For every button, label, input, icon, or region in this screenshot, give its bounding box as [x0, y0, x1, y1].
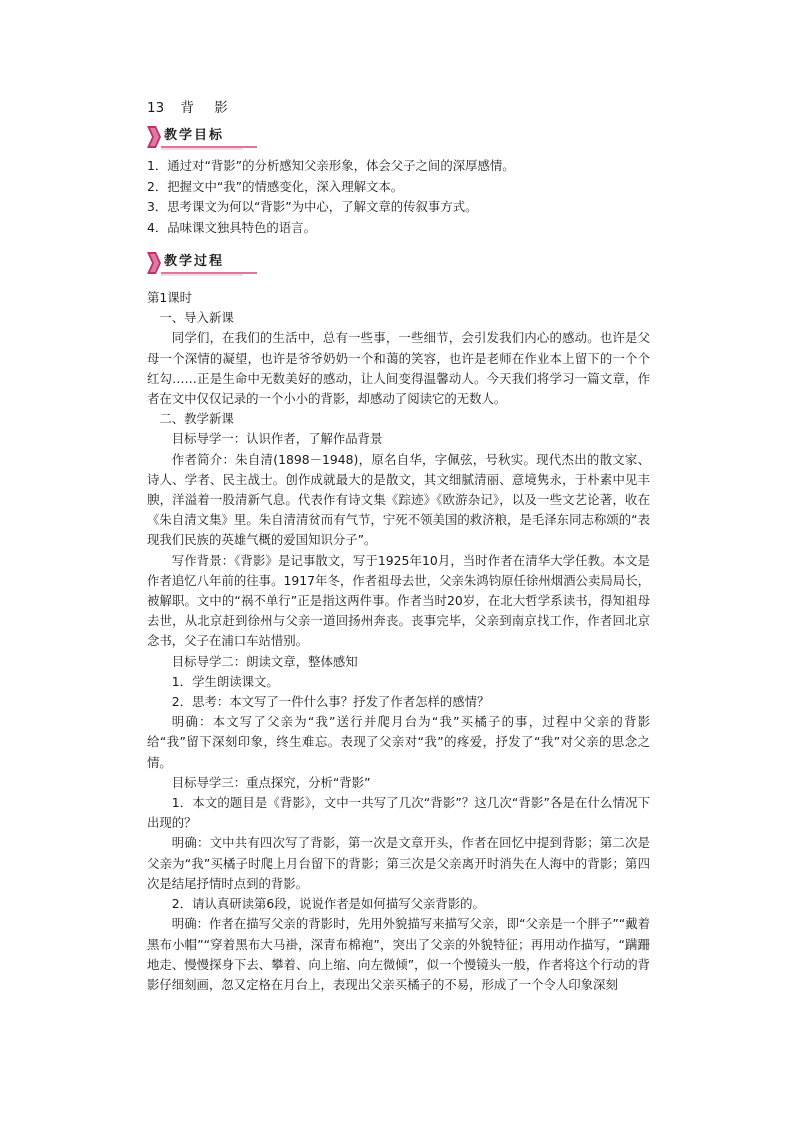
writing-background: 写作背景：《背影》是记事散文，写于1925年10月，当时作者在清华大学任教。本文是作者追忆八年前的往事。1917年冬，作者祖母去世，父亲朱鸿钧原任徐州烟酒公卖局局长，被解职。文中的“祸不单行”正是指这两件事。作者当时20岁，在北大哲学系读书，得知祖母去世，从北京赶到徐州与父亲一道回扬州奔丧。丧事完毕，父亲到南京找工作，作者回北京念书，父子在浦口车站惜别。	[147, 552, 650, 649]
guide2-answer-2: 明确：本文写了父亲为“我”送行并爬月台为“我”买橘子的事，过程中父亲的背影给“我”留下深刻印象，终生难忘。表现了父亲对“我”的疼爱，抒发了“我”对父亲的思念之情。	[147, 714, 650, 770]
objectives-banner	[147, 124, 259, 150]
lesson-number: 13	[147, 100, 165, 116]
part2-heading: 二、教学新课	[159, 411, 234, 427]
guide3-heading: 目标导学三：重点探究，分析“背影”	[171, 774, 371, 790]
guide2-question-1: 1．学生朗读课文。	[171, 673, 279, 689]
guide1-heading: 目标导学一：认识作者，了解作品背景	[171, 431, 383, 447]
part1-heading: 一、导入新课	[159, 310, 234, 326]
part1-text: 同学们，在我们的生活中，总有一些事，一些细节，会引发我们内心的感动。也许是父母一个深情的凝望，也许是爷爷奶奶一个和蔼的笑容，也许是老师在作业本上留下的一个个红勾……正是生命中无数美好的感动，让人间变得温馨动人。今天我们将学习一篇文章，作者在文中仅仅记录的一个小小的背影，却感动了阅读它的无数人。	[147, 330, 650, 407]
author-intro: 作者简介：朱自清(1898－1948)，原名自华，字佩弦，号秋实。现代杰出的散文家、诗人、学者、民主战士。创作成就最大的是散文，其文细腻清丽、意境隽永，于朴素中见丰腴，洋溢着一股清新气息。代表作有诗文集《踪迹》《欧游杂记》，以及一些文艺论著，收在《朱自清文集》里。朱自清清贫而有气节，宁死不领美国的救济粮，是毛泽东同志称颂的“表现我们民族的英雄气概的爱国知识分子”。	[147, 451, 650, 548]
process-label: 教学过程	[164, 254, 225, 269]
process-banner	[147, 250, 259, 276]
guide3-answer-1: 明确：文中共有四次写了背影，第一次是文章开头，作者在回忆中提到背影；第二次是父亲为“我”买橘子时爬上月台留下的背影；第三次是父亲离开时消失在人海中的背影；第四次是结尾抒情时点到的背影。	[147, 835, 650, 891]
objective-item: 4．品味课文独具特色的语言。	[147, 219, 316, 235]
objectives-list	[147, 156, 650, 238]
guide3-question-1: 1．本文的题目是《背影》，文中一共写了几次“背影”？这几次“背影”各是在什么情况下出现的？	[147, 795, 650, 831]
objective-item: 3．思考课文为何以“背影”为中心，了解文章的传叙事方式。	[147, 199, 478, 214]
guide3-question-2: 2．请认真研读第6段，说说作者是如何描写父亲背影的。	[171, 896, 485, 912]
lesson-title	[147, 98, 650, 118]
guide3-answer-2: 明确：作者在描写父亲的背影时，先用外貌描写来描写父亲，即“父亲是一个胖子”“戴着黑布小帽”“穿着黑布大马褂，深青布棉袍”，突出了父亲的外貌特征；再用动作描写，“蹒跚地走、慢慢探身下去、攀着、向上缩、向左微倾”，似一个慢镜头一般，作者将这个行动的背影仔细刻画，忽又定格在月台上，表现出父亲买橘子的不易，形成了一个令人印象深刻	[147, 916, 650, 992]
objective-item: 1．通过对“背影”的分析感知父亲形象，体会父子之间的深厚感情。	[147, 158, 515, 173]
guide2-question-2: 2．思考：本文写了一件什么事？抒发了作者怎样的感情？	[171, 694, 490, 710]
objectives-label: 教学目标	[164, 128, 225, 143]
lesson-content	[147, 98, 650, 995]
guide2-heading: 目标导学二：朗读文章，整体感知	[171, 653, 358, 669]
objective-item: 2．把握文中“我”的情感变化，深入理解文本。	[147, 178, 404, 194]
lesson-name: 背 影	[180, 100, 236, 116]
class-hour: 第1课时	[147, 290, 193, 305]
